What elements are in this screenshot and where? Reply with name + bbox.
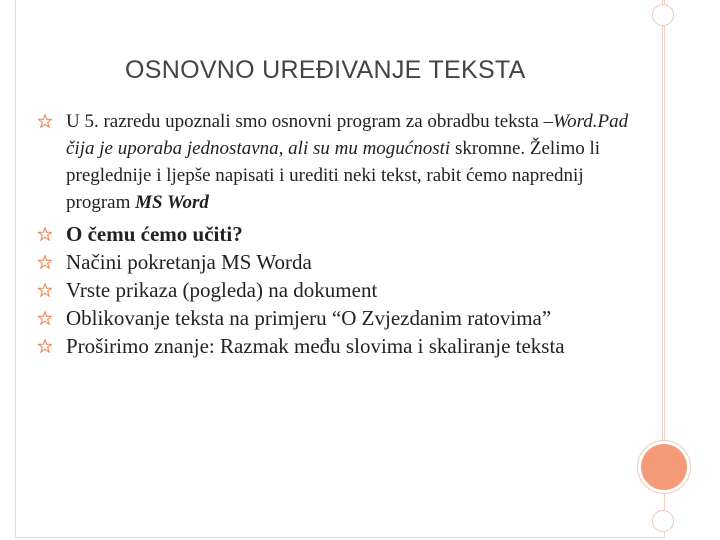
slide-title: OSNOVNO UREĐIVANJE TEKSTA (125, 56, 526, 84)
list-item (38, 248, 638, 276)
star-bullet-icon (38, 227, 52, 241)
bullet-text: O čemu ćemo učiti? (66, 222, 243, 246)
bullet-list (38, 108, 638, 360)
bullet-text: Načini pokretanja MS Worda (66, 250, 312, 274)
list-item (38, 276, 638, 304)
list-item (38, 332, 638, 360)
list-item (38, 220, 638, 248)
bullet-text: Oblikovanje teksta na primjeru “O Zvjezdanim ratovima” (66, 306, 552, 330)
side-decor-line (662, 0, 663, 440)
list-item (38, 304, 638, 332)
top-decor-circle (652, 4, 674, 26)
list-item-intro (38, 108, 638, 216)
intro-text: U 5. razredu upoznali smo osnovni program za obradbu teksta (66, 111, 544, 132)
star-bullet-icon (38, 283, 52, 297)
star-bullet-icon (38, 311, 52, 325)
bullet-text: Proširimo znanje: Razmak među slovima i skaliranje teksta (66, 334, 565, 358)
bullet-text: Vrste prikaza (pogleda) na dokument (66, 278, 378, 302)
ms-word-emphasis: MS Word (135, 192, 209, 213)
intro-text-continued: skromne. Želimo li preglednije i ljepše napisati i urediti neki tekst, rabit ćemo naprednij program (66, 138, 601, 213)
star-bullet-icon (38, 339, 52, 353)
accent-circle (641, 444, 687, 490)
star-bullet-icon (38, 114, 52, 128)
bottom-decor-circle (652, 510, 674, 532)
intro-italic-text: –Word.Pad čija je uporaba jednostavna, ali su mu mogućnosti (66, 111, 629, 159)
star-bullet-icon (38, 255, 52, 269)
